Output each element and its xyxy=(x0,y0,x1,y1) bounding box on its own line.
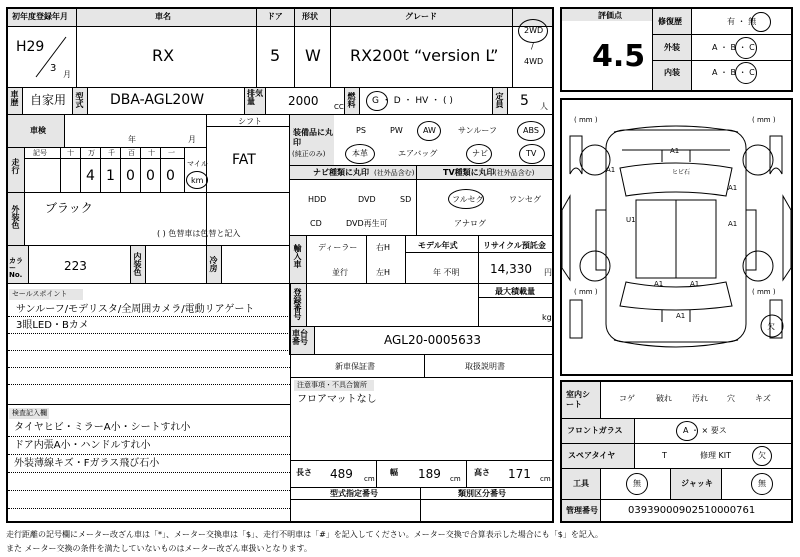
diagram-mark-missing: 欠 xyxy=(767,322,775,331)
drive-2wd: 2WD xyxy=(524,26,544,35)
color-no-label: カラーNo. xyxy=(9,257,23,279)
diagram-mm-2: ( mm ) xyxy=(752,116,776,124)
notes-label: 注意事項・不具合箇所 xyxy=(297,381,367,389)
diagram-mark-left-front: A1 xyxy=(606,166,616,174)
equip-sunroof: サンルーフ xyxy=(458,126,497,135)
reg-label: 登録番号 xyxy=(293,288,302,320)
repair-value: 有 ・ 無 xyxy=(727,17,757,26)
recycle-yen: 円 xyxy=(544,268,552,277)
navi-hdd: HDD xyxy=(308,195,327,204)
repair-none-circle xyxy=(751,12,771,32)
spare-t: T xyxy=(662,451,667,460)
capacity-unit: 人 xyxy=(540,102,548,111)
mgmt-no: 03939000902510000761 xyxy=(628,505,756,516)
interior-scale: A ・ B ・ C xyxy=(712,68,755,77)
spare-kit: 修理 KIT xyxy=(700,451,732,460)
import-parallel: 並行 xyxy=(332,268,348,277)
header-grade: グレード xyxy=(405,12,437,21)
navi-title: ナビ種類に丸印 xyxy=(313,168,369,177)
length-label: 長さ xyxy=(296,468,312,477)
equip-ps: PS xyxy=(356,126,366,135)
mgmt-label: 管理番号 xyxy=(566,506,598,515)
model-year: 年 不明 xyxy=(433,268,460,277)
exterior-scale: A ・ B ・ C xyxy=(712,43,755,52)
exterior-label: 外装 xyxy=(664,43,680,52)
interior-sheet-label: 室内シート xyxy=(566,390,590,410)
mileage-col-sign: 記号 xyxy=(33,149,47,157)
mileage-col-10: 十 xyxy=(148,149,155,157)
equip-navi: ナビ xyxy=(472,149,488,158)
interior-color-label: 内装色 xyxy=(133,252,142,276)
mileage-digit-4: 0 xyxy=(146,168,155,184)
diagram-mm-3: ( mm ) xyxy=(574,288,598,296)
mileage-col-1k: 千 xyxy=(108,149,115,157)
diagram-note-windshield: ヒビ石 xyxy=(672,169,691,176)
aircon-label: 冷房 xyxy=(209,256,218,272)
max-load-label: 最大積載量 xyxy=(495,287,535,296)
navi-dvd-play: DVD再生可 xyxy=(346,219,388,228)
height-label: 高さ xyxy=(474,468,490,477)
sheet-tear: 破れ xyxy=(656,394,672,403)
tools-label: 工具 xyxy=(573,479,589,488)
grade-value: RX200t “version L” xyxy=(350,46,499,65)
rating-label: 評価点 xyxy=(598,11,622,20)
diagram-mark-right-door: A1 xyxy=(728,220,738,228)
diagram-mark-rear-right: A1 xyxy=(690,280,700,288)
capacity-label: 定員 xyxy=(495,92,504,108)
color-change-note: ( ) 色替車は色替と記入 xyxy=(157,229,241,238)
category-label: 類別区分番号 xyxy=(458,489,506,498)
import-lh: 左H xyxy=(376,268,391,277)
sheet-dirt: 汚れ xyxy=(692,394,708,403)
mileage-col-100k: 十 xyxy=(67,149,74,157)
spare-missing: 欠 xyxy=(758,451,766,460)
fuel-options: G ・ D ・ HV ・ ( ) xyxy=(372,96,453,106)
equip-pw: PW xyxy=(390,126,403,135)
car-damage-diagram xyxy=(562,100,791,374)
body-shape: W xyxy=(305,46,321,65)
equip-tv: TV xyxy=(526,149,537,158)
import-dealer: ディーラー xyxy=(318,243,358,252)
width-cm: cm xyxy=(450,475,461,483)
windshield-label: フロントガラス xyxy=(567,426,623,435)
mileage-label: 走行 xyxy=(11,158,20,174)
tv-fullseg: フルセグ xyxy=(452,195,484,204)
manual-label: 取扱説明書 xyxy=(465,362,505,371)
cc-unit: CC xyxy=(334,103,344,111)
shaken-year-unit: 年 xyxy=(128,135,136,144)
sheet-hole: 穴 xyxy=(727,394,735,403)
diagram-mark-right-front: A1 xyxy=(728,184,738,192)
tv-analog: アナログ xyxy=(454,219,486,228)
first-reg-month-unit: 月 xyxy=(63,70,71,79)
diagram-mark-left-door: U1 xyxy=(626,216,636,224)
equip-abs: ABS xyxy=(523,126,539,135)
capacity: 5 xyxy=(520,93,529,109)
first-reg-year: H29 xyxy=(16,39,45,55)
km-unit: km xyxy=(191,176,204,185)
type-spec-label: 型式指定番号 xyxy=(330,489,378,498)
height-value: 171 xyxy=(508,467,531,481)
inspector-label: 検査記入欄 xyxy=(12,409,47,417)
color-value: ブラック xyxy=(45,201,93,215)
navi-sd: SD xyxy=(400,195,412,204)
selling-point-2: 3眼LED・Bカメ xyxy=(16,320,89,331)
shift-value: FAT xyxy=(232,152,256,168)
import-label: 輸入車 xyxy=(293,244,302,268)
selling-points-label: セールスポイント xyxy=(12,290,68,298)
inspector-line-2: ドア内張A小・ハンドルすれ小 xyxy=(14,440,151,451)
tv-title: TV種類に丸印 xyxy=(443,168,495,177)
notes-value: フロアマットなし xyxy=(297,394,377,405)
mileage-col-1: 一 xyxy=(168,149,175,157)
tv-sub: (社外品含む) xyxy=(494,169,535,177)
selling-point-1: サンルーフ/モデリスタ/全周囲カメラ/電動リアゲート xyxy=(16,304,255,315)
height-cm: cm xyxy=(540,475,551,483)
inspector-line-3: 外装薄線キズ・Fガラス飛び石小 xyxy=(14,458,160,469)
fuel-label: 燃料 xyxy=(347,92,356,108)
rating-score: 4.5 xyxy=(592,39,646,74)
mile-unit: マイル xyxy=(187,160,208,168)
equip-leather: 本革 xyxy=(352,149,368,158)
diagram-mm-4: ( mm ) xyxy=(752,288,776,296)
recycle-label: リサイクル預託金 xyxy=(483,241,546,250)
mileage-col-100: 百 xyxy=(128,149,135,157)
disp-label: 排気量 xyxy=(247,89,263,106)
displacement: 2000 xyxy=(288,94,319,108)
chassis-label: 車台番号 xyxy=(292,329,308,346)
drive-slash: / xyxy=(531,42,534,51)
model-type: DBA-AGL20W xyxy=(110,92,205,108)
shift-label: シフト xyxy=(238,117,262,126)
width-label: 幅 xyxy=(390,468,398,477)
header-door: ドア xyxy=(267,12,283,21)
type-label: 型式 xyxy=(75,92,84,108)
warranty-label: 新車保証書 xyxy=(335,362,375,371)
navi-dvd: DVD xyxy=(358,195,376,204)
width-value: 189 xyxy=(418,467,441,481)
shaken-label: 車検 xyxy=(30,126,46,135)
color-label: 外装色 xyxy=(11,205,20,229)
diagram-mark-rear-left: A1 xyxy=(654,280,664,288)
interior-label: 内装 xyxy=(664,68,680,77)
color-no: 223 xyxy=(64,259,87,273)
footer-line-1: 走行距離の記号欄にメーター改ざん車は「*」、メーター交換車は「$」、走行不明車は「#」を記入してください。メーター交換で合算表示した場合にも「$」を記入。 xyxy=(6,530,603,539)
mileage-digit-2: 1 xyxy=(106,168,115,184)
max-load-kg: kg xyxy=(542,313,552,322)
mileage-col-10k: 万 xyxy=(88,149,95,157)
interior-b-circle xyxy=(735,62,757,84)
car-name: RX xyxy=(152,46,175,65)
sheet-scratch: キズ xyxy=(755,394,771,403)
model-year-label: モデル年式 xyxy=(418,241,458,250)
header-car-name: 車名 xyxy=(155,12,171,21)
spare-tire-label: スペアタイヤ xyxy=(568,451,616,460)
equipment-subtitle: (純正のみ) xyxy=(292,150,326,158)
repair-label: 修復歴 xyxy=(658,17,682,26)
first-reg-month: 3 xyxy=(50,63,57,74)
jack-opt: 無 xyxy=(758,479,766,488)
jack-label: ジャッキ xyxy=(681,479,713,488)
drive-4wd: 4WD xyxy=(524,57,544,66)
tools-opt: 無 xyxy=(633,479,641,488)
shaken-month-unit: 月 xyxy=(188,135,196,144)
mileage-digit-3: 0 xyxy=(126,168,135,184)
use-label: 車歴 xyxy=(10,90,19,106)
sheet-burn: コゲ xyxy=(619,394,635,403)
equip-airbag: エアバッグ xyxy=(398,149,438,158)
footer-line-2: また メーター交換の条件を満たしていないものはメーター改ざん車扱いとなります。 xyxy=(6,544,312,553)
navi-cd: CD xyxy=(310,219,322,228)
tv-oneseg: ワンセグ xyxy=(509,195,541,204)
door-count: 5 xyxy=(270,46,281,65)
diagram-mark-front: A1 xyxy=(670,147,680,155)
length-value: 489 xyxy=(330,467,353,481)
diagram-mark-rear: A1 xyxy=(676,312,686,320)
mileage-digit-1: 4 xyxy=(86,168,95,184)
inspector-line-1: タイヤヒビ・ミラーA小・シートすれ小 xyxy=(14,422,191,433)
navi-sub: (社外品含む) xyxy=(374,169,415,177)
length-cm: cm xyxy=(364,475,375,483)
use-value: 自家用 xyxy=(30,93,67,107)
header-shape: 形状 xyxy=(302,12,318,21)
import-rh: 右H xyxy=(376,243,391,252)
windshield-opts: A ・ × 要ス xyxy=(683,426,727,435)
mileage-digit-5: 0 xyxy=(166,168,175,184)
equip-aw: AW xyxy=(423,126,436,135)
recycle-value: 14,330 xyxy=(490,262,532,276)
header-first-reg: 初年度登録年月 xyxy=(12,12,68,21)
chassis-no: AGL20-0005633 xyxy=(384,333,482,347)
exterior-b-circle xyxy=(735,37,757,59)
diagram-mm-1: ( mm ) xyxy=(574,116,598,124)
equipment-title: 装備品に丸印 xyxy=(293,128,333,148)
